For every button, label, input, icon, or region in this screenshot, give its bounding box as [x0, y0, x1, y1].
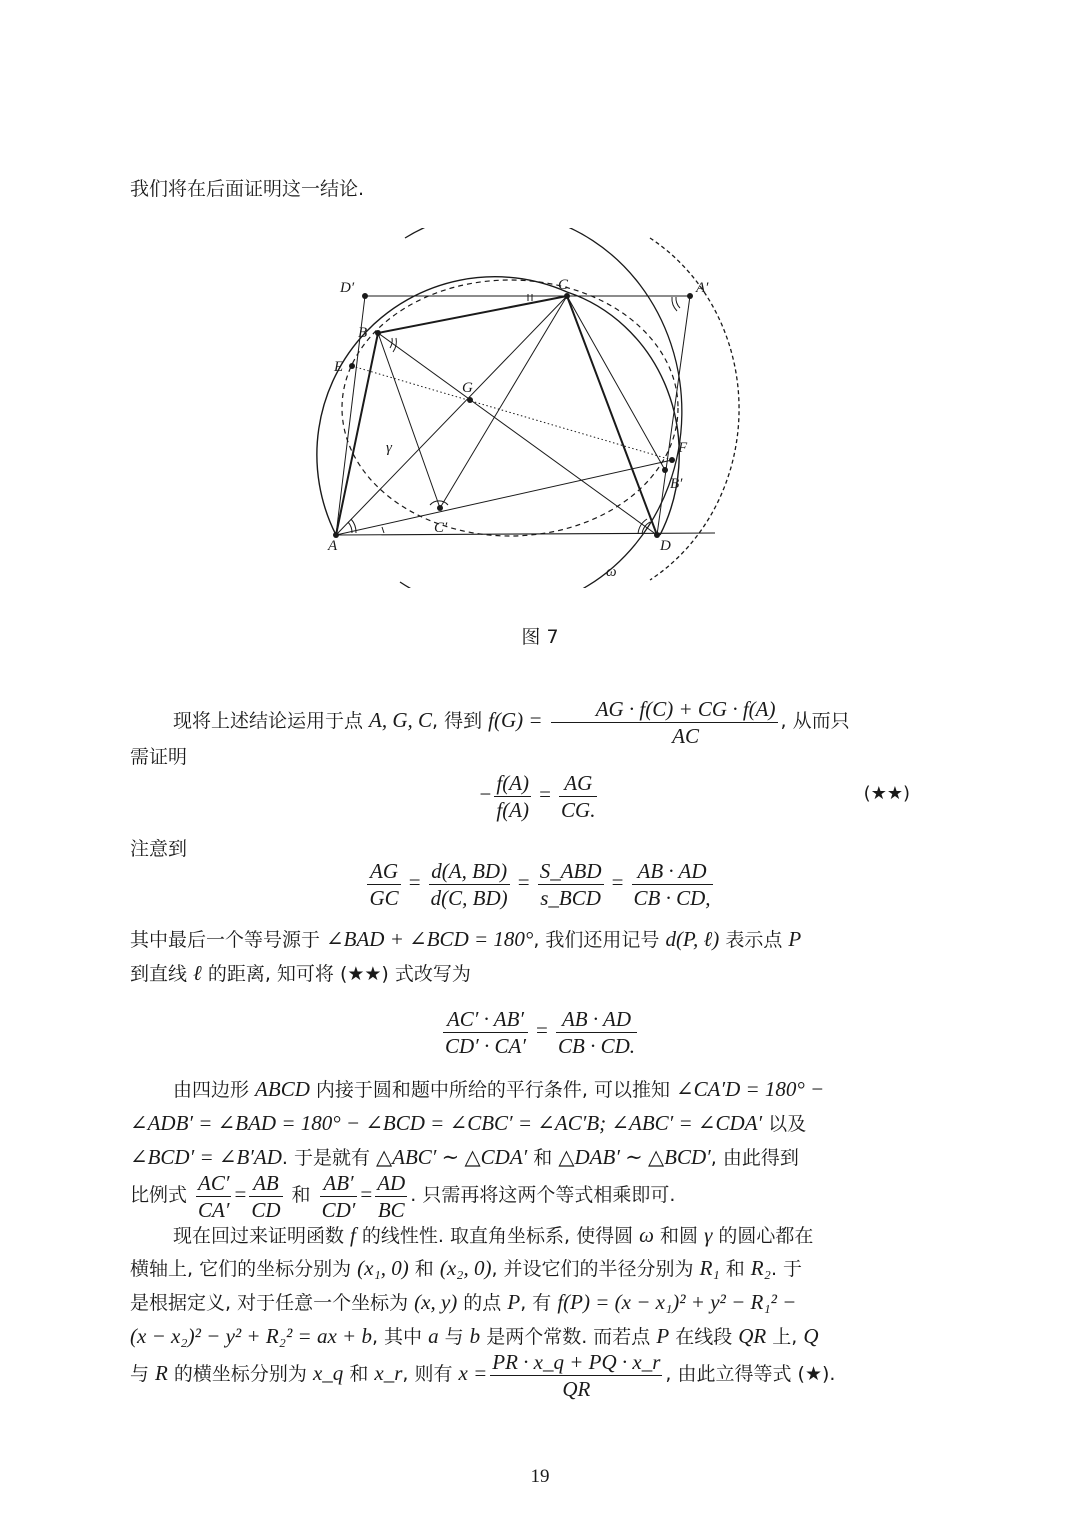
para2-line2: 到直线 ℓ 的距离, 知可将 (★★) 式改写为	[130, 961, 471, 985]
geometry-figure	[300, 228, 780, 588]
para1-line1: 现将上述结论运用于点 A, G, C, 得到 f(G) = $\frac{AG \cdot f(C) + CG \cdot f(A)}{AC}$ , 从而只	[173, 697, 850, 748]
para4-line5: 与 R 的横坐标分别为 x_q 和 x_r, 则有 x = $\frac{PR \cdot x\_q + PQ \cdot x\_r}{QR}$ , 由此立得等式 (★).	[130, 1350, 836, 1401]
para4-line3: 是根据定义, 对于任意一个坐标为 (x, y) 的点 P, 有 f(P) = (x − x₁)² + y² − R₁² −	[130, 1290, 797, 1314]
label-c-prime: C′	[434, 520, 448, 536]
label-g: G	[462, 380, 473, 396]
label-d-prime: D′	[340, 280, 355, 296]
label-gamma: γ	[386, 440, 392, 456]
equation-star-star: − $\frac{f(A)}{f(A)}$ = $\frac{AG}{CG.}$	[479, 771, 596, 822]
para1-fraction: $\frac{AG \cdot f(C) + CG \cdot f(A)}{AC}$	[551, 696, 778, 749]
label-omega: ω	[606, 564, 617, 580]
label-f: F	[678, 440, 688, 456]
label-e: E	[334, 359, 344, 375]
para2-line1: 其中最后一个等号源于 ∠BAD + ∠BCD = 180°, 我们还用记号 d(P, ℓ) 表示点 P	[130, 927, 802, 951]
figure-caption: 图 7	[521, 626, 559, 648]
page-number: 19	[530, 1466, 550, 1487]
para4-line2: 横轴上, 它们的坐标分别为 (x₁, 0) 和 (x₂, 0), 并设它们的半径分别为 R₁ 和 R₂. 于	[130, 1256, 803, 1280]
label-b: B	[358, 325, 368, 341]
label-a: A	[328, 538, 338, 554]
note-text: 注意到	[130, 838, 188, 860]
para4-line1: 现在回过来证明函数 f 的线性性. 取直角坐标系, 使得圆 ω 和圆 γ 的圆心都在	[173, 1223, 814, 1247]
circumcircle	[317, 277, 679, 535]
equation-tag: (★★)	[863, 783, 910, 804]
equation-rewrite: $\frac{AC' \cdot AB'}{CD' \cdot CA'}$ = $\frac{AB \cdot AD}{CB \cdot CD.}$	[445, 1007, 635, 1058]
equation-ratio: $\frac{AG}{GC}$ = $\frac{d(A, BD)}{d(C, BD)}$ = $\frac{\text{S\_ABD}}{\text{s\_BCD}}$ = $\frac{AB \cdot AD}{CB \cdot CD,}$	[369, 859, 711, 910]
para3-line2: ∠ADB′ = ∠BAD = 180° − ∠BCD = ∠CBC′ = ∠AC′B; ∠ABC′ = ∠CDA′ 以及	[130, 1111, 807, 1135]
label-d: D	[660, 538, 671, 554]
gamma-circle	[342, 280, 678, 536]
label-a-prime: A′	[696, 280, 709, 296]
para3-line1: 由四边形 ABCD 内接于圆和题中所给的平行条件, 可以推知 ∠CA′D = 180° −	[173, 1077, 825, 1101]
para3-line3: ∠BCD′ = ∠B′AD. 于是就有 △ABC′ ∼ △CDA′ 和 △DAB′ ∼ △BCD′, 由此得到	[130, 1145, 799, 1169]
para3-line4: 比例式 $\frac{AC'}{CA'}$ = $\frac{AB}{CD}$ 和 $\frac{AB'}{CD'}$ = $\frac{AD}{BC}$ . 只需再将这两个等式相乘即可.	[130, 1171, 676, 1222]
para4-line4: (x − x₂)² − y² + R₂² = ax + b, 其中 a 与 b 是两个常数. 而若点 P 在线段 QR 上, Q	[130, 1324, 819, 1348]
intro-text: 我们将在后面证明这一结论.	[130, 178, 365, 200]
label-b-prime: B′	[670, 476, 683, 492]
label-c: C	[558, 277, 569, 293]
para1-line2: 需证明	[130, 746, 188, 768]
